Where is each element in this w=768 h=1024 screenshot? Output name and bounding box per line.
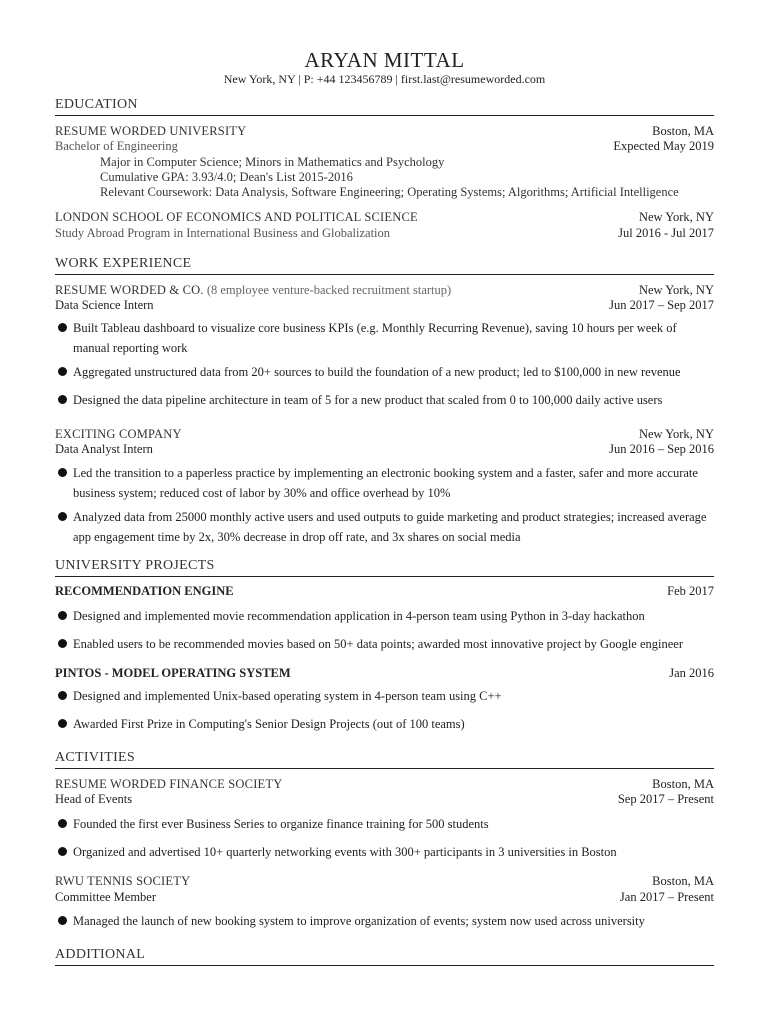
work-entry-subheader — [55, 442, 714, 457]
education-detail: Relevant Coursework: Data Analysis, Software Engineering; Operating Systems; Algorithms; Artificial Intelligence — [100, 185, 679, 199]
activity-date: Jan 2017 – Present — [619, 890, 714, 904]
work-entry-header — [55, 427, 714, 442]
project-name: RECOMMENDATION ENGINE — [55, 584, 234, 598]
work-company: RESUME WORDED & CO. — [55, 283, 204, 297]
section-heading-university-projects: UNIVERSITY PROJECTS — [55, 558, 714, 577]
bullet-text: Designed and implemented Unix-based operating system in 4-person team using C++ — [73, 689, 502, 703]
activity-entry-subheader — [55, 890, 714, 905]
bullet-icon — [58, 916, 67, 925]
section-heading-activities: ACTIVITIES — [55, 750, 714, 769]
section-heading-work-experience: WORK EXPERIENCE — [55, 256, 714, 275]
bullet-icon — [58, 395, 67, 404]
education-location: Boston, MA — [652, 124, 714, 138]
section-heading-additional: ADDITIONAL — [55, 947, 714, 966]
work-role: Data Science Intern — [55, 298, 154, 312]
bullet-text: Managed the launch of new booking system to improve organization of events; system now used across university — [73, 914, 645, 928]
bullet-icon — [58, 512, 67, 521]
bullet-text: Built Tableau dashboard to visualize core business KPIs (e.g. Monthly Recurring Revenue), saving 10 hours per week of manual reporting work — [73, 321, 677, 355]
bullet-icon — [58, 847, 67, 856]
project-entry-header — [55, 584, 714, 599]
activity-location: Boston, MA — [652, 777, 714, 791]
work-location: New York, NY — [638, 427, 714, 441]
activity-location: Boston, MA — [652, 874, 714, 888]
work-entry-subheader — [55, 298, 714, 313]
bullet-text: Enabled users to be recommended movies based on 50+ data points; awarded most innovative project by Google engineer — [73, 637, 684, 651]
education-entry-header — [55, 124, 714, 139]
bullet-text: Designed and implemented movie recommendation application in 4-person team using Python in 3-day hackathon — [73, 609, 645, 623]
activity-organization: RESUME WORDED FINANCE SOCIETY — [55, 777, 283, 791]
contact-line: New York, NY | P: +44 123456789 | first.last@resumeworded.com — [223, 72, 546, 86]
bullet-text: Designed the data pipeline architecture in team of 5 for a new product that scaled from 0 to 100,000 daily active users — [73, 393, 663, 407]
education-detail: Major in Computer Science; Minors in Mathematics and Psychology — [100, 155, 445, 169]
work-company: EXCITING COMPANY — [55, 427, 182, 441]
bullet-icon — [58, 719, 67, 728]
work-role: Data Analyst Intern — [55, 442, 153, 456]
candidate-name: ARYAN MITTAL — [304, 48, 465, 72]
activity-entry-subheader — [55, 792, 714, 807]
work-company-note: (8 employee venture-backed recruitment startup) — [206, 283, 452, 297]
activity-organization: RWU TENNIS SOCIETY — [55, 874, 191, 888]
activity-entry-header — [55, 777, 714, 792]
education-institution: RESUME WORDED UNIVERSITY — [55, 124, 247, 138]
bullet-text: Analyzed data from 25000 monthly active users and used outputs to guide marketing and product strategies; increased average app engagement time by 2x, 30% decrease in drop off rate, and 3x shares on social media — [73, 510, 707, 544]
bullet-text: Organized and advertised 10+ quarterly networking events with 300+ participants in 3 universities in Boston — [73, 845, 617, 859]
project-name: PINTOS - MODEL OPERATING SYSTEM — [55, 666, 291, 680]
education-institution: LONDON SCHOOL OF ECONOMICS AND POLITICAL SCIENCE — [55, 210, 418, 224]
education-entry-subheader — [55, 139, 714, 154]
bullet-text: Awarded First Prize in Computing's Senior Design Projects (out of 100 teams) — [73, 717, 465, 731]
bullet-text: Aggregated unstructured data from 20+ sources to build the foundation of a new product; led to $100,000 in new revenue — [73, 365, 681, 379]
education-location: New York, NY — [638, 210, 714, 224]
bullet-text: Led the transition to a paperless practice by implementing an electronic booking system and a faster, safer and more accurate business system; reduced cost of labor by 30% and office overhead by 10% — [73, 466, 698, 500]
activity-entry-header — [55, 874, 714, 889]
bullet-icon — [58, 367, 67, 376]
bullet-icon — [58, 819, 67, 828]
education-degree: Bachelor of Engineering — [55, 139, 178, 153]
section-heading-education: EDUCATION — [55, 97, 714, 116]
project-date: Feb 2017 — [667, 584, 714, 598]
bullet-icon — [58, 323, 67, 332]
bullet-text: Founded the first ever Business Series to organize finance training for 500 students — [73, 817, 489, 831]
education-detail: Cumulative GPA: 3.93/4.0; Dean's List 2015-2016 — [100, 170, 353, 184]
bullet-icon — [58, 691, 67, 700]
work-location: New York, NY — [638, 283, 714, 297]
work-entry-header — [55, 283, 714, 298]
work-date: Jun 2016 – Sep 2016 — [609, 442, 714, 456]
activity-role: Committee Member — [55, 890, 157, 904]
activity-date: Sep 2017 – Present — [617, 792, 714, 806]
education-degree: Study Abroad Program in International Business and Globalization — [55, 226, 391, 240]
education-entry-subheader — [55, 226, 714, 241]
activity-role: Head of Events — [55, 792, 133, 806]
work-date: Jun 2017 – Sep 2017 — [609, 298, 714, 312]
education-entry-header — [55, 210, 714, 225]
education-date: Jul 2016 - Jul 2017 — [618, 226, 714, 240]
bullet-icon — [58, 639, 67, 648]
bullet-icon — [58, 611, 67, 620]
project-date: Jan 2016 — [669, 666, 714, 680]
project-entry-header — [55, 666, 714, 681]
education-date: Expected May 2019 — [613, 139, 714, 153]
bullet-icon — [58, 468, 67, 477]
